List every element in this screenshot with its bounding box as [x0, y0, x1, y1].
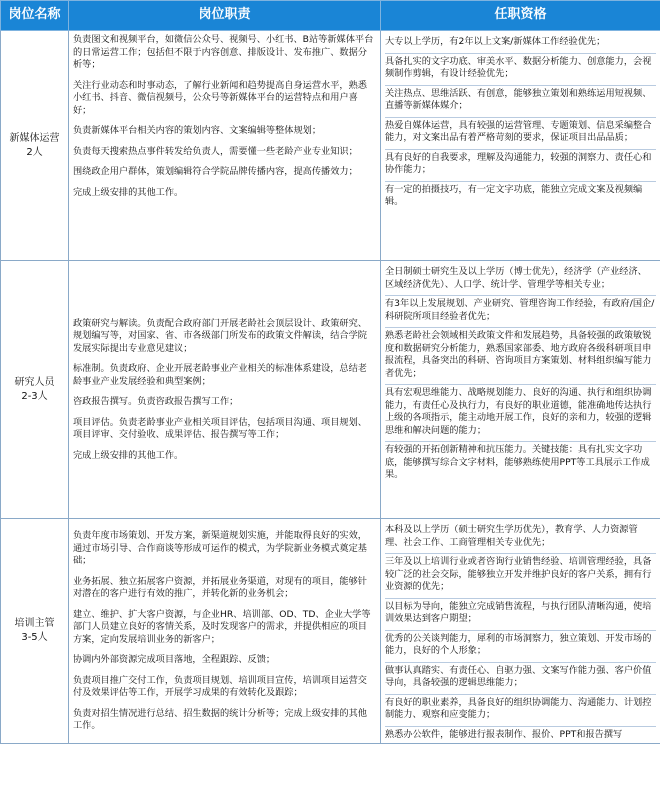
duty-item: 负责新媒体平台相关内容的策划内容、文案编辑等整体规划； [73, 125, 322, 136]
duty-item: 完成上级安排的其他工作。 [73, 449, 184, 461]
duty-item: 政策研究与解读。负责配合政府部门开展老龄社会顶层设计、政策研究、规划编写等，对国家、省、市各级部门所发布的政策文件解读，结合学院发展实际提出专业意见建议； [73, 317, 367, 354]
table-row [1, 261, 660, 519]
duty-item: 关注行业动态和时事动态，了解行业新闻和趋势提高自身运营水平，熟悉小红书、抖音、微信视频号，公众号等新媒体平台的运营特点和用户喜好； [73, 79, 367, 116]
duty-item: 咨政报告撰写。负责咨政报告撰写工作； [73, 396, 239, 408]
requirement-item: 做事认真踏实、有责任心、自驱力强、文案写作能力强、客户价值导向，具备较强的逻辑思维能力； [385, 663, 656, 695]
position-title: 培训主管 [14, 618, 55, 629]
position-headcount: 2人 [26, 146, 43, 158]
position-headcount: 3-5人 [21, 632, 48, 643]
requirement-item: 有较强的开拓创新精神和抗压能力。关键技能：具有扎实文字功底，能够撰写综合文字材料，能够熟练使用PPT等工具展示工作成果。 [385, 444, 650, 480]
requirement-item: 大专以上学历，有2年以上文案/新媒体工作经验优先； [385, 34, 656, 54]
requirement-item: 优秀的公关谈判能力，犀利的市场洞察力，独立策划、开发市场的能力，良好的个人形象； [385, 631, 656, 663]
requirement-item: 关注热点、思维活跃、有创意，能够独立策划和熟练运用短视频、直播等新媒体媒介； [385, 86, 656, 118]
duty-item: 负责年度市场策划、开发方案，新渠道规划实施，并能取得良好的实效，通过市场引导、合作商谈等形成可运作的模式，为学院新业务模式奠定基础； [73, 530, 367, 567]
duty-item: 负责项目推广交付工作，负责项目规划、培训项目宣传，培训项目运营交付及效果评估等工作，开展学习成果的有效转化及跟踪； [73, 674, 367, 699]
duty-item: 协调内外部资源完成项目落地，全程跟踪、反馈； [73, 654, 276, 666]
position-cell [1, 31, 69, 261]
position-title: 新媒体运营 [9, 132, 60, 144]
duties-cell [69, 261, 381, 519]
requirement-item: 具备扎实的文字功底、审美水平、数据分析能力、创意能力，会视频制作剪辑，有设计经验优先； [385, 54, 656, 86]
requirement-item: 三年及以上培训行业或者咨询行业销售经验、培训管理经验，具备较广泛的社会交际，能够独立开发并维护良好的客户关系，拥有行业资源的优先； [385, 554, 656, 599]
position-headcount: 2-3人 [21, 390, 48, 402]
header-position-name: 岗位名称 [1, 1, 69, 31]
header-requirements: 任职资格 [381, 1, 660, 31]
requirement-item: 以目标为导向，能独立完成销售流程，与执行团队清晰沟通，使培训效果达到客户期望； [385, 599, 656, 631]
requirements-cell [381, 519, 660, 744]
requirement-item: 有良好的职业素养，具备良好的组织协调能力、沟通能力、计划控制能力、观察和应变能力； [385, 695, 656, 727]
table-row [1, 519, 660, 744]
requirement-item: 熟悉办公软件，能够进行报表制作、报价、PPT和报告撰写 [385, 728, 623, 740]
header-row [1, 1, 660, 31]
requirement-item: 有一定的拍摄技巧，有一定文字功底，能独立完成文案及视频编辑。 [385, 183, 643, 207]
position-title: 研究人员 [14, 376, 55, 388]
requirement-item: 具有宏观思维能力、战略规划能力、良好的沟通、执行和组织协调能力，有责任心及执行力，有良好的职业道德，能准确地传达执行上级的各项指示，能主动地开展工作，良好的亲和力，较强的逻辑思维和解决问题的能力； [385, 385, 656, 442]
table-row [1, 31, 660, 261]
duty-item: 负责对招生情况进行总结、招生数据的统计分析等；完成上级安排的其他工作。 [73, 707, 367, 732]
requirement-item: 有3年以上发展规划、产业研究、管理咨询工作经验，有政府/国企/科研院所项目经验者优先； [385, 296, 656, 328]
duty-item: 业务拓展、独立拓展客户资源，并拓展业务渠道，对现有的项目，能够针对潜在的客户进行有效的推广，并转化新的业务机会； [73, 575, 367, 600]
duty-item: 负责图文和视频平台，如微信公众号、视频号、小红书、B站等新媒体平台的日常运营工作；包括但不限于内容创意、排版设计、发布推广、数据分析等； [73, 34, 374, 70]
requirement-item: 具有良好的自我要求，理解及沟通能力，较强的洞察力、责任心和协作能力； [385, 150, 656, 182]
position-cell [1, 519, 69, 744]
duties-cell [69, 31, 381, 261]
requirement-item: 本科及以上学历（硕士研究生学历优先），教育学、人力资源管理、社会工作、工商管理相关专业优先； [385, 522, 656, 554]
duty-item: 完成上级安排的其他工作。 [73, 186, 184, 198]
requirements-cell [381, 31, 660, 261]
duty-item: 建立、维护、扩大客户资源，与企业HR、培训部、OD、TD、企业大学等部门人员建立良好的客情关系，及时发现客户的需求，并提供相应的项目方案，定向发展培训业务的新客户； [73, 608, 371, 645]
duty-item: 项目评估。负责老龄事业产业相关项目评估，包括项目沟通、项目规划、项目评审、交付验收、成果评估、报告撰写等工作； [73, 416, 367, 441]
requirement-item: 热爱自媒体运营，具有较强的运营管理、专题策划、信息采编整合能力，对文案出品有着严格苛刻的要求，保证项目出品品质； [385, 118, 656, 150]
requirements-cell [381, 261, 660, 519]
requirement-item: 熟悉老龄社会领域相关政策文件和发展趋势，具备较强的政策敏锐度和数据研究分析能力，熟悉国家部委、地方政府各级科研项目申报流程，具备突出的科研、咨询项目方案策划、材料组织编写能力者优先； [385, 328, 656, 385]
duties-cell [69, 519, 381, 744]
header-duties: 岗位职责 [69, 1, 381, 31]
requirement-item: 全日制硕士研究生及以上学历（博士优先），经济学（产业经济、区域经济优先）、人口学、统计学、管理学等相关专业； [385, 264, 656, 296]
position-cell [1, 261, 69, 519]
duty-item: 负责每天搜索热点事件转发给负责人，需要懂一些老龄产业专业知识； [73, 145, 358, 157]
duty-item: 围绕政企用户群体，策划编辑符合学院品牌传播内容，提高传播效力； [73, 166, 358, 177]
duty-item: 标准制。负责政府、企业开展老龄事业产业相关的标准体系建设，总结老龄事业产业发展经验和典型案例； [73, 363, 367, 387]
